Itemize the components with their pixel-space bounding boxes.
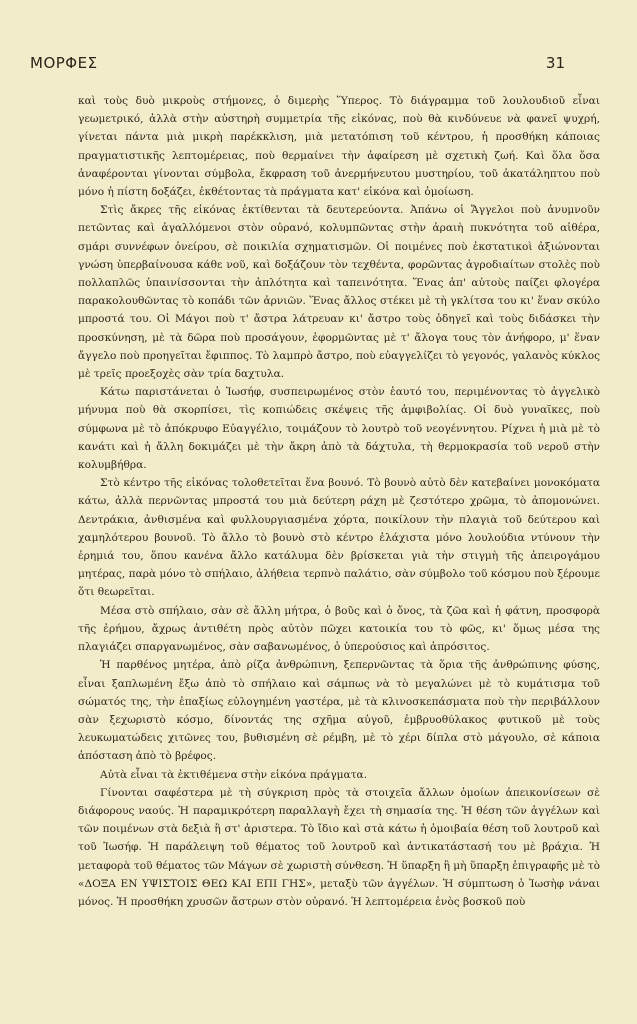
paragraph: Στὸ κέντρο τῆς εἰκόνας τολοθετεῖται ἕνα βουνό. Τὸ βουνὸ αὐτὸ δὲν κατεβαίνει μονοκόματα κάτω, ἀλλὰ περνῶντας μπροστά του μιὰ δεύτερη ράχη μὲ ζεστότερο χρῶμα, τὸ ἀπομονώνει. Δεντράκια, ἀνθισμένα καὶ φυλλουργιασμένα χόρτα, ποικίλουν τὴν πλαγιὰ τοῦ δεύτερου καὶ χαμηλότερου βουνοῦ. Τὸ ἄλλο τὸ βουνὸ στὸ κέντρο ἐλάχιστα μόνο λουλούδια ντύνουν τὴν ἐρημιά του, ὅπου κανένα ἄλλο κατάλυμα δὲν βρίσκεται γιὰ τὴν στιγμὴ τῆς ἀπειρογάμου μητέρας, παρὰ μόνο τὸ σπήλαιο, ἀλήθεια τερπνὸ παλάτιο, σὰν σύμβολο τοῦ κόσμου ποὺ ξέρουμε ὅτι θεωρεῖται. <box>78 477 600 599</box>
paragraph: Ἡ παρθένος μητέρα, ἀπὸ ρίζα ἀνθρώπινη, ξεπερνῶντας τὰ ὅρια τῆς ἀνθρώπινης φύσης, εἶναι ξαπλωμένη ἔξω ἀπὸ τὸ σπήλαιο καὶ σάμπως νὰ τὸ μεγαλώνει μὲ τὸ κυμάτισμα τοῦ σώματός της, τὴν ἐπαξίως εὐλογημένη γαστέρα, μὲ τὰ κλινοσκεπάσματα ποὺ τὴν περιβάλλουν σὰν ξεχωριστὸ κόσμο, δίνοντάς της σχῆμα αὐγοῦ, ἐμβρυοθύλακος φυτικοῦ μὲ τοὺς λευκωματώδεις χιτῶνες του, βυθισμένη σὲ ρέμβη, μὲ τὸ χέρι δίπλα στὸ μάγουλο, σὲ κάποια ἀπόσταση ἀπὸ τὸ βρέφος. <box>78 659 600 763</box>
paragraph: Κάτω παριστάνεται ὁ Ἰωσήφ, συσπειρωμένος στὸν ἑαυτό του, περιμένοντας τὸ ἀγγελικὸ μήνυμα ποὺ θὰ σκορπίσει, τὶς κοπιώδεις σκέψεις τῆς ἀμφιβολίας. Οἱ δυὸ γυναῖκες, ποὺ σύμφωνα μὲ τὸ ἀπόκρυφο Εὐαγγέλιο, τοιμάζουν τὸ λουτρὸ τοῦ νεογέννητου. Ρίχνει ἡ μιὰ μὲ τὸ κανάτι καὶ ἡ ἄλλη δοκιμάζει μὲ τὴν ἄκρη ἀπὸ τὰ δάχτυλα, τὴ θερμοκρασία τοῦ νεροῦ στὴν κολυμβήθρα. <box>78 386 600 472</box>
paragraph: καὶ τοὺς δυὸ μικροὺς στήμονες, ὁ διμερὴς Ὕπερος. Τὸ διάγραμμα τοῦ λουλουδιοῦ εἶναι γεωμετρικό, ἀλλὰ στὴν αὐστηρὴ συμμετρία τῆς εἰκόνας, ποὺ θὰ κινδύνευε νὰ φανεῖ ψυχρή, γίνεται πάντα μιὰ μικρὴ παρέκκλιση, μιὰ μετατόπιση τοῦ κέντρου, ἡ προσθήκη κάποιας πραγματιστικῆς λεπτομέρειας, ποὺ θερμαίνει τὴν ἀφαίρεση μὲ σχετικὴ ζωή. Καὶ ὅλα ὅσα ἀναφέρονται γίνονται σύμβολα, ἔκφραση τοῦ ἀνερμήνευτου μυστηρίου, τοῦ ἀκατάληπτου ποὺ μόνο ἡ πίστη δοξάζει, ἐκθέτοντας τὰ πράγματα κατ' εἰκόνα καὶ ὁμοίωση. <box>78 95 600 199</box>
paragraph: Στὶς ἄκρες τῆς εἰκόνας ἐκτίθενται τὰ δευτερεύοντα. Ἀπάνω οἱ Ἄγγελοι ποὺ ἀνυμνοῦν πετῶντας καὶ ἀγαλλόμενοι στὸν οὐρανό, κολυμπῶντας στὴν ἀραιὴ πυκνότητα τοῦ αἰθέρα, σμάρι συννέφων ὀνείρου, σὲ ποικιλία σχηματισμῶν. Οἱ ποιμένες ποὺ ἐκστατικοὶ ἀξιώνονται γνώση ὑπερβαίνουσα κάθε νοῦ, καὶ δοξάζουν τὸν τεχθέντα, φορῶντας ἀγροδιαίτων στολὲς ποὺ πολλαπλῶς ὑπαινίσσονται τὴν ἁπλότητα καὶ ταπεινότητα. Ἕνας ἀπ' αὐτοὺς παίζει φλογέρα παρακολουθῶντας τὸ κοπάδι τῶν ἀρνιῶν. Ἕνας ἄλλος στέκει μὲ τὴ γκλίτσα του κι' ἕναν σκύλο μπροστά του. Οἱ Μάγοι ποὺ τ' ἄστρα λάτρευαν κι' ἄστρο τοὺς ὁδηγεῖ καὶ τοὺς διδάσκει τὴν προσκύνηση, μὲ τὰ δῶρα ποὺ προσάγουν, ἐφορμῶντας μὲ τ' ἄλογα τους τὸν ἀνήφορο, μ' ἕναν ἄγγελο ποὺ προηγεῖται ἔφιππος. Τὸ λαμπρὸ ἄστρο, ποὺ εὐαγγελίζει τὸ γεγονός, γαλανὸς κύκλος μὲ τρεῖς προεξοχὲς σὰν τρία δαχτυλα. <box>78 204 600 381</box>
paragraph: Μέσα στὸ σπήλαιο, σὰν σὲ ἄλλη μήτρα, ὁ βοῦς καὶ ὁ ὄνος, τὰ ζῶα καὶ ἡ φάτνη, προσφορὰ τῆς ἐρήμου, ἄχρως ἀντιθέτη πρὸς αὐτὸν πῶχει κατοικία του τὸ φῶς, κι' ὅμως μέσα της πλαγιάζει σπαργανωμένος, σὰν σαβανωμένος, ὁ ὑπερούσιος καὶ ἀπρόσιτος. <box>78 604 600 654</box>
running-head: ΜΟΡΦΕΣ <box>30 54 98 72</box>
page-header <box>30 54 565 72</box>
page-number: 31 <box>545 54 565 72</box>
body-text <box>78 92 600 911</box>
paragraph: Αὐτὰ εἶναι τὰ ἐκτιθέμενα στὴν εἰκόνα πράγματα. <box>100 768 368 781</box>
paragraph: Γίνονται σαφέστερα μὲ τὴ σύγκριση πρὸς τὰ στοιχεῖα ἄλλων ὁμοίων ἀπεικονίσεων σὲ διάφορους ναούς. Ἡ παραμικρότερη παραλλαγὴ ἔχει τὴ σημασία της. Ἡ θέση τῶν ἀγγέλων καὶ τῶν ποιμένων στὰ δεξιὰ ἢ στ' ἀριστερα. Τὸ ἴδιο καὶ στὰ κάτω ἡ ὁμοιβαία θέση τοῦ λουτροῦ καὶ τοῦ Ἰωσήφ. Ἡ παράλειψη τοῦ θέματος τοῦ λουτροῦ καὶ ἀντικατάστασή του μὲ βράχια. Ἡ μεταφορὰ τοῦ θέματος τῶν Μάγων σὲ χωριστὴ σύνθεση. Ἡ ὕπαρξη ἢ μὴ ὕπαρξη ἐπιγραφῆς μὲ τὸ «ΔΟΞΑ ΕΝ ΥΨΙΣΤΟΙΣ ΘΕΩ ΚΑΙ ΕΠΙ ΓΗΣ», μεταξὺ τῶν ἀγγέλων. Ἡ σύμπτωση ὁ Ἰωσὴφ νάναι μόνος. Ἡ προσθήκη χρυσῶν ἄστρων στὸν οὐρανό. Ἡ λεπτομέρεια ἑνὸς βοσκοῦ ποὺ <box>78 786 600 908</box>
